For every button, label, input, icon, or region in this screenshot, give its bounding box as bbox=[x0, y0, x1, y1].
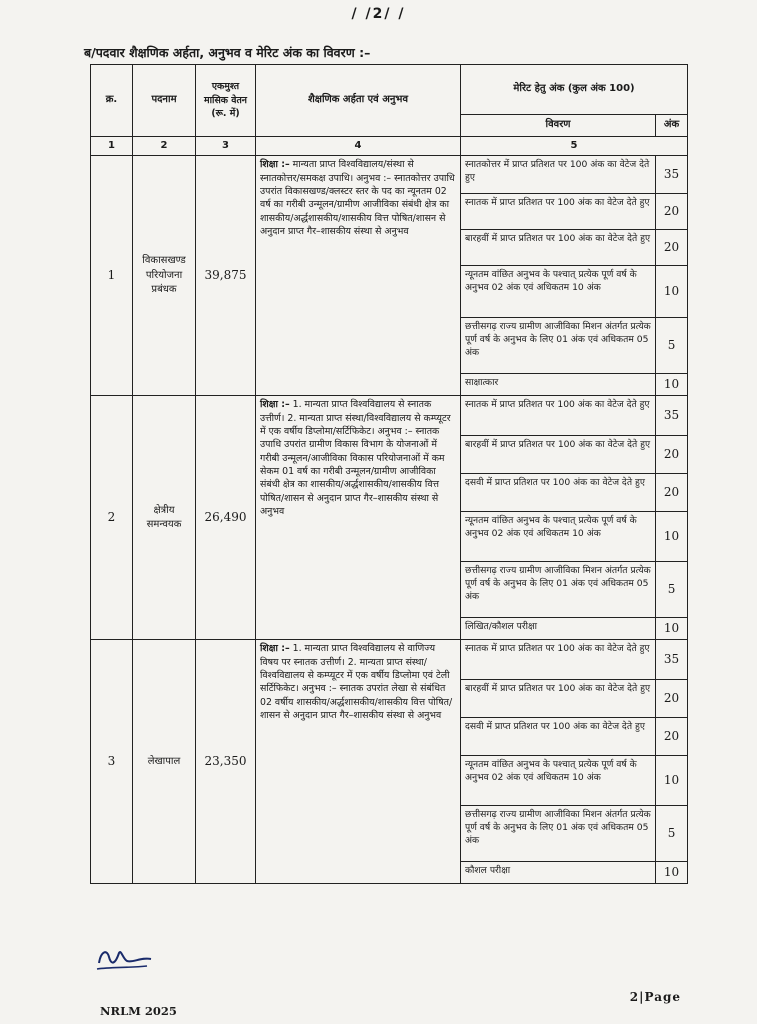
merit-marks: 35 bbox=[656, 640, 688, 680]
merit-marks: 35 bbox=[656, 156, 688, 194]
merit-criterion: स्नातक में प्राप्त प्रतिशत पर 100 अंक का वेटेज देते हुए bbox=[461, 194, 656, 230]
merit-criterion: स्नातकोत्तर में प्राप्त प्रतिशत पर 100 अंक का वेटेज देते हुए bbox=[461, 156, 656, 194]
merit-marks: 10 bbox=[656, 862, 688, 884]
merit-criterion: कौशल परीक्षा bbox=[461, 862, 656, 884]
row-post-name: क्षेत्रीय समन्वयक bbox=[133, 396, 196, 640]
merit-criterion: न्यूनतम वांछित अनुभव के पश्चात् प्रत्येक पूर्ण वर्ष के अनुभव 02 अंक एवं अधिकतम 10 अंक bbox=[461, 756, 656, 806]
merit-marks: 5 bbox=[656, 318, 688, 374]
qualification-lead: शिक्षा :– bbox=[260, 159, 290, 171]
table-row bbox=[91, 396, 688, 436]
row-sno: 3 bbox=[91, 640, 133, 884]
merit-criterion: स्नातक में प्राप्त प्रतिशत पर 100 अंक का वेटेज देते हुए bbox=[461, 640, 656, 680]
table-row bbox=[91, 640, 688, 680]
merit-criterion: बारहवीं में प्राप्त प्रतिशत पर 100 अंक का वेटेज देते हुए bbox=[461, 680, 656, 718]
merit-criterion: छत्तीसगढ़ राज्य ग्रामीण आजीविका मिशन अंतर्गत प्रत्येक पूर्ण वर्ष के अनुभव के लिए 01 अंक एवं अधिकतम 05 अंक bbox=[461, 318, 656, 374]
row-sno: 2 bbox=[91, 396, 133, 640]
row-qualification bbox=[256, 156, 461, 396]
merit-criterion: छत्तीसगढ़ राज्य ग्रामीण आजीविका मिशन अंतर्गत प्रत्येक पूर्ण वर्ष के अनुभव के लिए 01 अंक एवं अधिकतम 05 अंक bbox=[461, 562, 656, 618]
header-marks: अंक bbox=[656, 115, 688, 137]
row-salary: 26,490 bbox=[196, 396, 256, 640]
merit-marks: 20 bbox=[656, 718, 688, 756]
merit-criterion: दसवी में प्राप्त प्रतिशत पर 100 अंक का वेटेज देते हुए bbox=[461, 718, 656, 756]
row-qualification bbox=[256, 396, 461, 640]
merit-marks: 10 bbox=[656, 266, 688, 318]
merit-criterion: बारहवीं में प्राप्त प्रतिशत पर 100 अंक का वेटेज देते हुए bbox=[461, 230, 656, 266]
qualification-text: 1. मान्यता प्राप्त विश्वविद्यालय से स्नातक उत्तीर्ण। 2. मान्यता प्राप्त संस्था/विश्वविद्यालय से कम्प्यूटर में एक वर्षीय डिप्लोमा/सर्टिफिकेट। अनुभव :– स्नातक उपाधि उपरांत ग्रामीण विकास विभाग के योजनाओं में गरीबी उन्मूलन/आजीविका विकास परियोजनाओं में कम सेकम 01 वर्ष का गरीबी उन्मूलन/ग्रामीण आजीविका संबंधी क्षेत्र का शासकीय/अर्द्धशासकीय/शासकीय वित्त पोषित/शासन से अनुदान प्राप्त गैर–शासकीय संस्था से अनुभव bbox=[260, 399, 451, 517]
column-number: 1 bbox=[91, 137, 133, 156]
merit-marks: 35 bbox=[656, 396, 688, 436]
merit-criterion: साक्षात्कार bbox=[461, 374, 656, 396]
column-number: 5 bbox=[461, 137, 688, 156]
header-qualification: शैक्षणिक अर्हता एवं अनुभव bbox=[256, 65, 461, 137]
header-merit: मेरिट हेतु अंक (कुल अंक 100) bbox=[461, 65, 688, 115]
row-salary: 23,350 bbox=[196, 640, 256, 884]
merit-criterion: छत्तीसगढ़ राज्य ग्रामीण आजीविका मिशन अंतर्गत प्रत्येक पूर्ण वर्ष के अनुभव के लिए 01 अंक एवं अधिकतम 05 अंक bbox=[461, 806, 656, 862]
merit-criterion: न्यूनतम वांछित अनुभव के पश्चात् प्रत्येक पूर्ण वर्ष के अनुभव 02 अंक एवं अधिकतम 10 अंक bbox=[461, 266, 656, 318]
merit-marks: 20 bbox=[656, 474, 688, 512]
header-sno: क्र. bbox=[91, 65, 133, 137]
column-number: 4 bbox=[256, 137, 461, 156]
merit-table bbox=[90, 64, 688, 884]
column-number: 3 bbox=[196, 137, 256, 156]
footer-doc-code: NRLM 2025 bbox=[100, 1004, 177, 1018]
merit-criterion: न्यूनतम वांछित अनुभव के पश्चात् प्रत्येक पूर्ण वर्ष के अनुभव 02 अंक एवं अधिकतम 10 अंक bbox=[461, 512, 656, 562]
header-details: विवरण bbox=[461, 115, 656, 137]
merit-marks: 10 bbox=[656, 756, 688, 806]
qualification-text: 1. मान्यता प्राप्त विश्वविद्यालय से वाणिज्य विषय पर स्नातक उत्तीर्ण। 2. मान्यता प्राप्त संस्था/विश्वविद्यालय से कम्प्यूटर में एक वर्षीय डिप्लोमा एवं टेली सर्टिफिकेट। अनुभव :– स्नातक उपरांत लेखा से संबंधित 02 वर्षीय शासकीय/अर्द्धशासकीय/शासकीय वित्त पोषित/शासन से अनुदान प्राप्त गैर–शासकीय संस्था से अनुभव bbox=[260, 643, 453, 721]
section-heading: ब/पदवार शैक्षणिक अर्हता, अनुभव व मेरिट अंक का विवरण :– bbox=[84, 45, 371, 60]
row-qualification bbox=[256, 640, 461, 884]
row-post-name: विकासखण्ड परियोजना प्रबंधक bbox=[133, 156, 196, 396]
column-number: 2 bbox=[133, 137, 196, 156]
header-salary: एकमुश्त मासिक वेतन (रू. में) bbox=[196, 65, 256, 137]
row-salary: 39,875 bbox=[196, 156, 256, 396]
signature-mark bbox=[93, 943, 155, 973]
merit-marks: 20 bbox=[656, 230, 688, 266]
row-sno: 1 bbox=[91, 156, 133, 396]
merit-marks: 10 bbox=[656, 618, 688, 640]
merit-marks: 20 bbox=[656, 680, 688, 718]
merit-criterion: बारहवीं में प्राप्त प्रतिशत पर 100 अंक का वेटेज देते हुए bbox=[461, 436, 656, 474]
table-row bbox=[91, 156, 688, 194]
merit-criterion: लिखित/कौशल परीक्षा bbox=[461, 618, 656, 640]
merit-criterion: दसवी में प्राप्त प्रतिशत पर 100 अंक का वेटेज देते हुए bbox=[461, 474, 656, 512]
merit-marks: 10 bbox=[656, 512, 688, 562]
qualification-lead: शिक्षा :– bbox=[260, 399, 290, 411]
header-post: पदनाम bbox=[133, 65, 196, 137]
column-number-row bbox=[91, 137, 688, 156]
merit-criterion: स्नातक में प्राप्त प्रतिशत पर 100 अंक का वेटेज देते हुए bbox=[461, 396, 656, 436]
merit-marks: 10 bbox=[656, 374, 688, 396]
page-number-header: / /2/ / bbox=[351, 6, 406, 22]
merit-marks: 5 bbox=[656, 806, 688, 862]
footer-page-number: 2|Page bbox=[629, 990, 681, 1004]
merit-marks: 5 bbox=[656, 562, 688, 618]
qualification-lead: शिक्षा :– bbox=[260, 643, 290, 655]
row-post-name: लेखापाल bbox=[133, 640, 196, 884]
merit-marks: 20 bbox=[656, 194, 688, 230]
qualification-text: मान्यता प्राप्त विश्वविद्यालय/संस्था से स्नातकोत्तर/समकक्ष उपाधि। अनुभव :– स्नातकोत्तर उपाधि उपरांत विकासखण्ड/क्लस्टर स्तर के पद का न्यूनतम 02 वर्ष का गरीबी उन्मूलन/ग्रामीण आजीविका संबंधी क्षेत्र का शासकीय/अर्द्धशासकीय/शासकीय वित्त पोषित/शासन से अनुदान प्राप्त गैर–शासकीय संस्था से अनुभव bbox=[260, 159, 455, 237]
merit-marks: 20 bbox=[656, 436, 688, 474]
